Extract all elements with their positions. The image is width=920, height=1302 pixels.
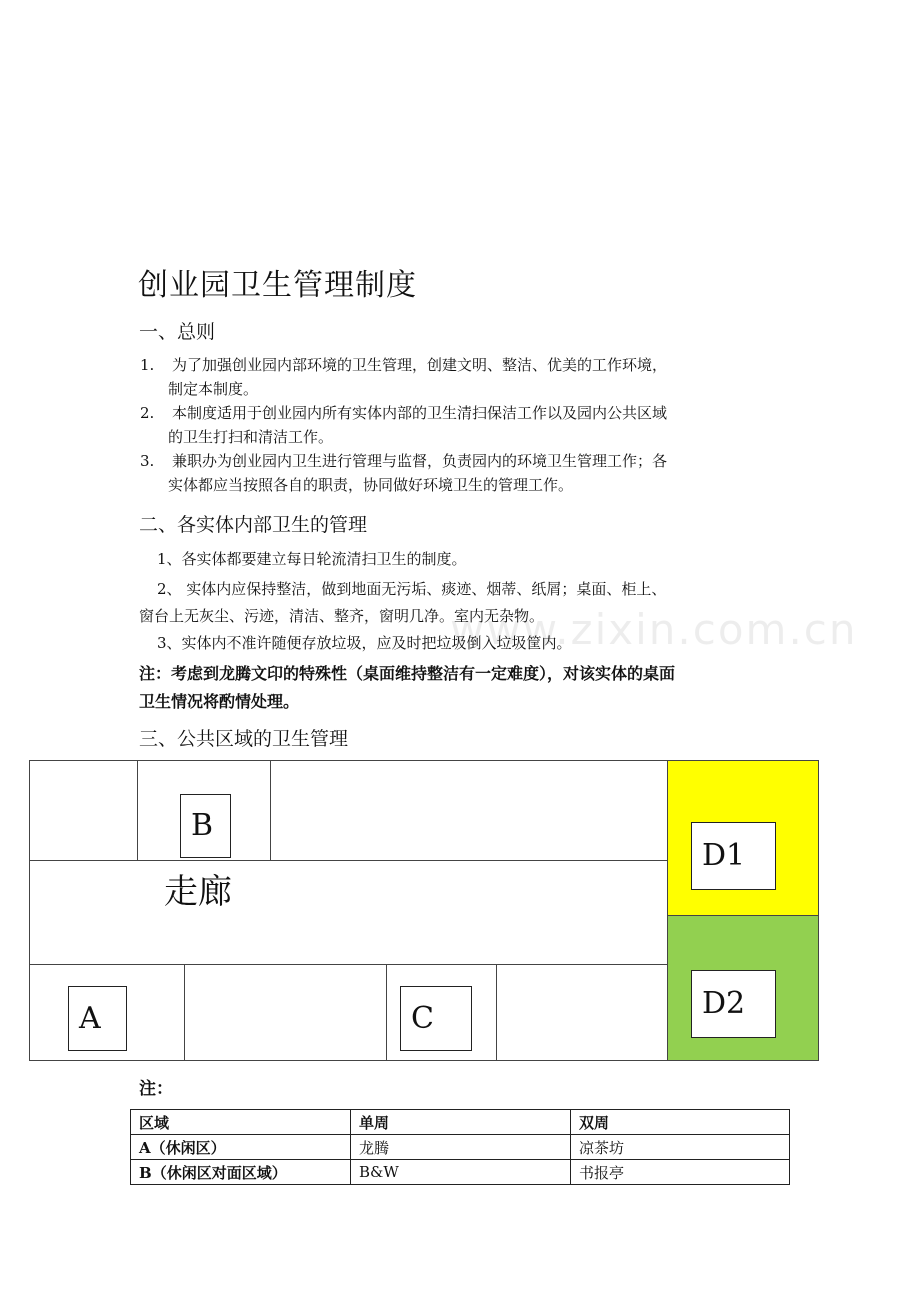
watermark: www.zixin.com.cn <box>450 605 858 654</box>
area-desc: （休闲区） <box>150 1138 226 1157</box>
list-item-text: 实体都应当按照各自的职责，协同做好环境卫生的管理工作。 <box>168 476 574 494</box>
table-cell: 龙腾 <box>351 1135 571 1160</box>
list-item-text: 本制度适用于创业园内所有实体内部的卫生清扫保洁工作以及园内公共区域 <box>172 404 668 422</box>
divider <box>270 760 271 860</box>
area-code: A <box>139 1138 151 1157</box>
paragraph: 窗台上无灰尘、污迹，清洁、整齐，窗明几净。室内无杂物。 <box>139 607 545 625</box>
list-item-number: 3. <box>140 452 155 470</box>
area-c-label: C <box>400 986 472 1051</box>
table-cell: 书报亭 <box>571 1160 790 1185</box>
corridor-label: 走廊 <box>164 872 232 912</box>
table-header-row <box>131 1110 790 1135</box>
divider <box>137 760 138 860</box>
floor-plan <box>29 760 819 1061</box>
area-d1-label: D1 <box>691 822 776 890</box>
divider <box>386 964 387 1061</box>
area-desc: （休闲区对面区域） <box>151 1163 287 1182</box>
divider <box>29 964 668 965</box>
table-cell <box>131 1135 351 1160</box>
paragraph: 3、实体内不准许随便存放垃圾，应及时把垃圾倒入垃圾筐内。 <box>157 634 572 652</box>
schedule-table <box>130 1109 790 1185</box>
table-cell <box>131 1160 351 1185</box>
paragraph: 2、 实体内应保持整洁，做到地面无污垢、痰迹、烟蒂、纸屑；桌面、柜上、 <box>157 580 667 598</box>
divider <box>184 964 185 1061</box>
header-cell: 单周 <box>351 1110 571 1135</box>
table-cell: B&W <box>351 1160 571 1185</box>
divider <box>496 964 497 1061</box>
section2-heading: 二、各实体内部卫生的管理 <box>139 514 368 536</box>
area-d2-label: D2 <box>691 970 776 1038</box>
header-cell: 双周 <box>571 1110 790 1135</box>
document-title: 创业园卫生管理制度 <box>138 268 417 303</box>
divider <box>29 860 668 861</box>
list-item-number: 1. <box>140 356 155 374</box>
paragraph: 1、各实体都要建立每日轮流清扫卫生的制度。 <box>157 550 467 568</box>
table-row <box>131 1135 790 1160</box>
note: 卫生情况将酌情处理。 <box>139 692 300 711</box>
area-a-label: A <box>68 986 127 1051</box>
list-item-text: 兼职办为创业园内卫生进行管理与监督，负责园内的环境卫生管理工作；各 <box>172 452 668 470</box>
note-label: 注： <box>139 1079 173 1099</box>
list-item-text: 制定本制度。 <box>168 380 259 398</box>
area-b-label: B <box>180 794 231 858</box>
table-row <box>131 1160 790 1185</box>
header-cell: 区域 <box>131 1110 351 1135</box>
note: 注：考虑到龙腾文印的特殊性（桌面维持整洁有一定难度），对该实体的桌面 <box>139 664 676 683</box>
section3-heading: 三、公共区域的卫生管理 <box>139 728 349 750</box>
table-cell: 凉茶坊 <box>571 1135 790 1160</box>
area-code: B <box>139 1163 152 1182</box>
list-item-number: 2. <box>140 404 155 422</box>
section1-heading: 一、总则 <box>139 321 216 343</box>
list-item-text: 的卫生打扫和清洁工作。 <box>168 428 334 446</box>
list-item-text: 为了加强创业园内部环境的卫生管理，创建文明、整洁、优美的工作环境， <box>172 356 668 374</box>
